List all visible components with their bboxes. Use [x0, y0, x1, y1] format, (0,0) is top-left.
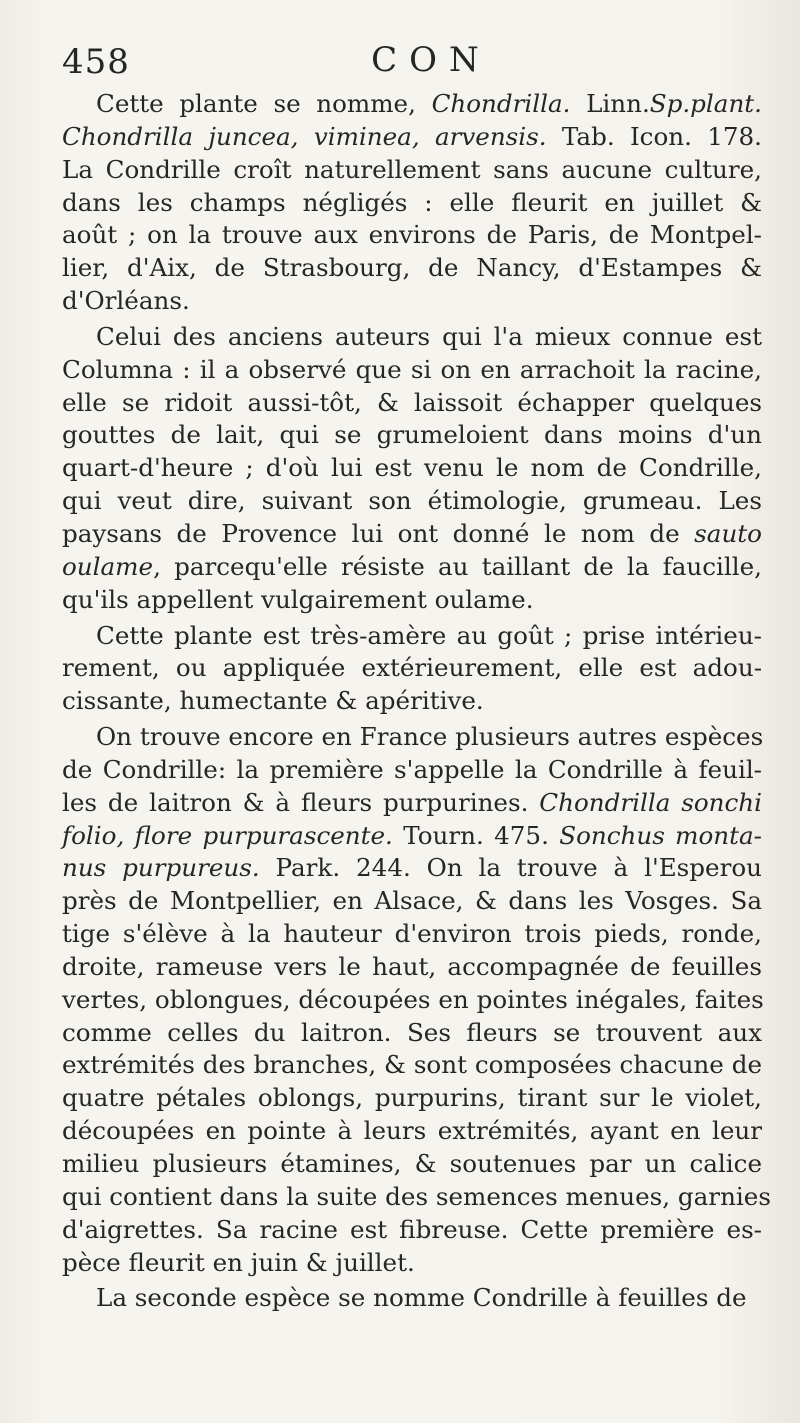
text-run: qui contient dans la suite des semences menues, garnies — [62, 1181, 771, 1211]
page-header — [62, 38, 760, 86]
text-run: quatre pétales oblongs, purpurins, tirant sur le violet, — [62, 1083, 762, 1113]
text-line — [62, 121, 762, 154]
text-run: lier, d'Aix, de Strasbourg, de Nancy, d'Estampes & — [62, 253, 762, 283]
text-line — [62, 252, 762, 285]
text-run: droite, rameuse vers le haut, accompagnée de feuilles — [62, 951, 762, 981]
text-line — [62, 754, 762, 787]
italic-run: oulame — [62, 551, 154, 581]
text-run: Celui des anciens auteurs qui l'a mieux connue est — [96, 321, 762, 351]
text-line — [62, 584, 762, 617]
text-run: milieu plusieurs étamines, & soutenues par un calice — [62, 1149, 762, 1178]
text-line — [62, 551, 762, 584]
text-line — [62, 984, 762, 1017]
italic-run: Sp.plant. — [649, 89, 762, 118]
text-line — [62, 1049, 762, 1082]
text-line — [62, 918, 762, 951]
body-text — [62, 88, 771, 1318]
text-line — [62, 721, 762, 754]
text-line — [62, 787, 762, 820]
text-line — [62, 154, 762, 187]
text-run: qu'ils appellent vulgairement oulame. — [62, 584, 534, 614]
paragraph — [62, 321, 762, 617]
text-line — [62, 518, 762, 551]
page-number: 458 — [62, 42, 130, 82]
text-run: comme celles du laitron. Ses fleurs se trouvent aux — [62, 1017, 762, 1047]
text-run: Tourn. 475. — [392, 820, 560, 850]
text-line — [62, 88, 762, 121]
italic-run: nus purpureus. — [62, 853, 260, 883]
text-line — [62, 852, 762, 885]
text-run: La Condrille croît naturellement sans aucune culture, — [62, 154, 762, 184]
text-run: d'Orléans. — [62, 286, 190, 316]
text-run: On trouve encore en France plusieurs autres espèces — [96, 722, 764, 752]
text-run: cissante, humectante & apéritive. — [62, 686, 484, 716]
text-run: dans les champs négligés : elle fleurit en juillet & — [62, 187, 762, 217]
text-run: Cette plante est très-amère au goût ; prise intérieu- — [96, 620, 762, 650]
text-run: de Condrille: la première s'appelle la Condrille à feuil- — [62, 754, 762, 784]
text-run: vertes, oblongues, découpées en pointes inégales, faites — [62, 984, 764, 1014]
running-head: CON — [371, 40, 491, 80]
text-line — [62, 1282, 762, 1315]
text-line — [62, 820, 762, 853]
text-run: août ; on la trouve aux environs de Paris, de Montpel- — [62, 220, 762, 250]
text-line — [62, 1181, 771, 1214]
text-line — [62, 885, 762, 918]
text-line — [62, 321, 762, 354]
text-line — [62, 1115, 762, 1148]
italic-run: sauto — [694, 518, 762, 548]
text-run: rement, ou appliquée extérieurement, elle est adou- — [62, 653, 762, 683]
italic-run: Chondrilla sonchi — [539, 787, 762, 817]
text-run: tige s'élève à la hauteur d'environ trois pieds, ronde, — [62, 919, 762, 949]
text-line — [62, 951, 762, 984]
text-run: , parcequ'elle résiste au taillant de la faucille, — [153, 551, 762, 581]
paragraph — [62, 620, 762, 719]
italic-run: Sonchus monta- — [559, 820, 762, 850]
paragraph — [62, 721, 771, 1279]
text-line — [62, 354, 762, 387]
text-line — [62, 1017, 762, 1050]
text-run: les de laitron & à fleurs purpurines. — [62, 787, 540, 817]
text-run: près de Montpellier, en Alsace, & dans les Vosges. Sa — [62, 886, 762, 916]
italic-run: Chondrilla juncea, viminea, arvensis. — [62, 121, 547, 151]
text-run: Park. 244. On la trouve à l'Esperou — [259, 853, 762, 883]
text-line — [62, 452, 762, 485]
text-line — [62, 1148, 762, 1181]
text-line — [62, 1247, 762, 1280]
text-line — [62, 187, 762, 220]
text-line — [62, 652, 762, 685]
text-run: Columna : il a observé que si on en arrachoit la racine, — [62, 354, 762, 384]
text-line — [62, 285, 762, 318]
italic-run: folio, flore purpurascente. — [62, 820, 393, 850]
text-line — [62, 419, 762, 452]
text-line — [62, 1214, 762, 1247]
text-line — [62, 1082, 762, 1115]
paragraph — [62, 88, 762, 318]
text-run: Cette plante se nomme, — [96, 89, 432, 118]
italic-run: Chondrilla. — [431, 89, 571, 118]
text-run: paysans de Provence lui ont donné le nom de — [62, 518, 695, 548]
text-line — [62, 620, 762, 653]
text-run: extrémités des branches, & sont composées chacune de — [62, 1050, 762, 1080]
text-run: elle se ridoit aussi-tôt, & laissoit échapper quelques — [62, 387, 762, 417]
text-line — [62, 387, 762, 420]
text-run: qui veut dire, suivant son étimologie, grumeau. Les — [62, 486, 762, 516]
paragraph — [62, 1282, 762, 1315]
text-line — [62, 685, 762, 718]
text-run: Linn. — [570, 89, 650, 118]
text-run: quart-d'heure ; d'où lui est venu le nom de Condrille, — [62, 453, 762, 483]
text-run: Tab. Icon. 178. — [546, 121, 762, 151]
text-run: découpées en pointe à leurs extrémités, ayant en leur — [62, 1116, 762, 1146]
text-run: pèce fleurit en juin & juillet. — [62, 1247, 415, 1277]
text-run: d'aigrettes. Sa racine est fibreuse. Cette première es- — [62, 1214, 762, 1244]
text-line — [62, 485, 762, 518]
text-run: La seconde espèce se nomme Condrille à feuilles de — [96, 1283, 747, 1313]
text-line — [62, 219, 762, 252]
text-run: gouttes de lait, qui se grumeloient dans moins d'un — [62, 420, 762, 450]
